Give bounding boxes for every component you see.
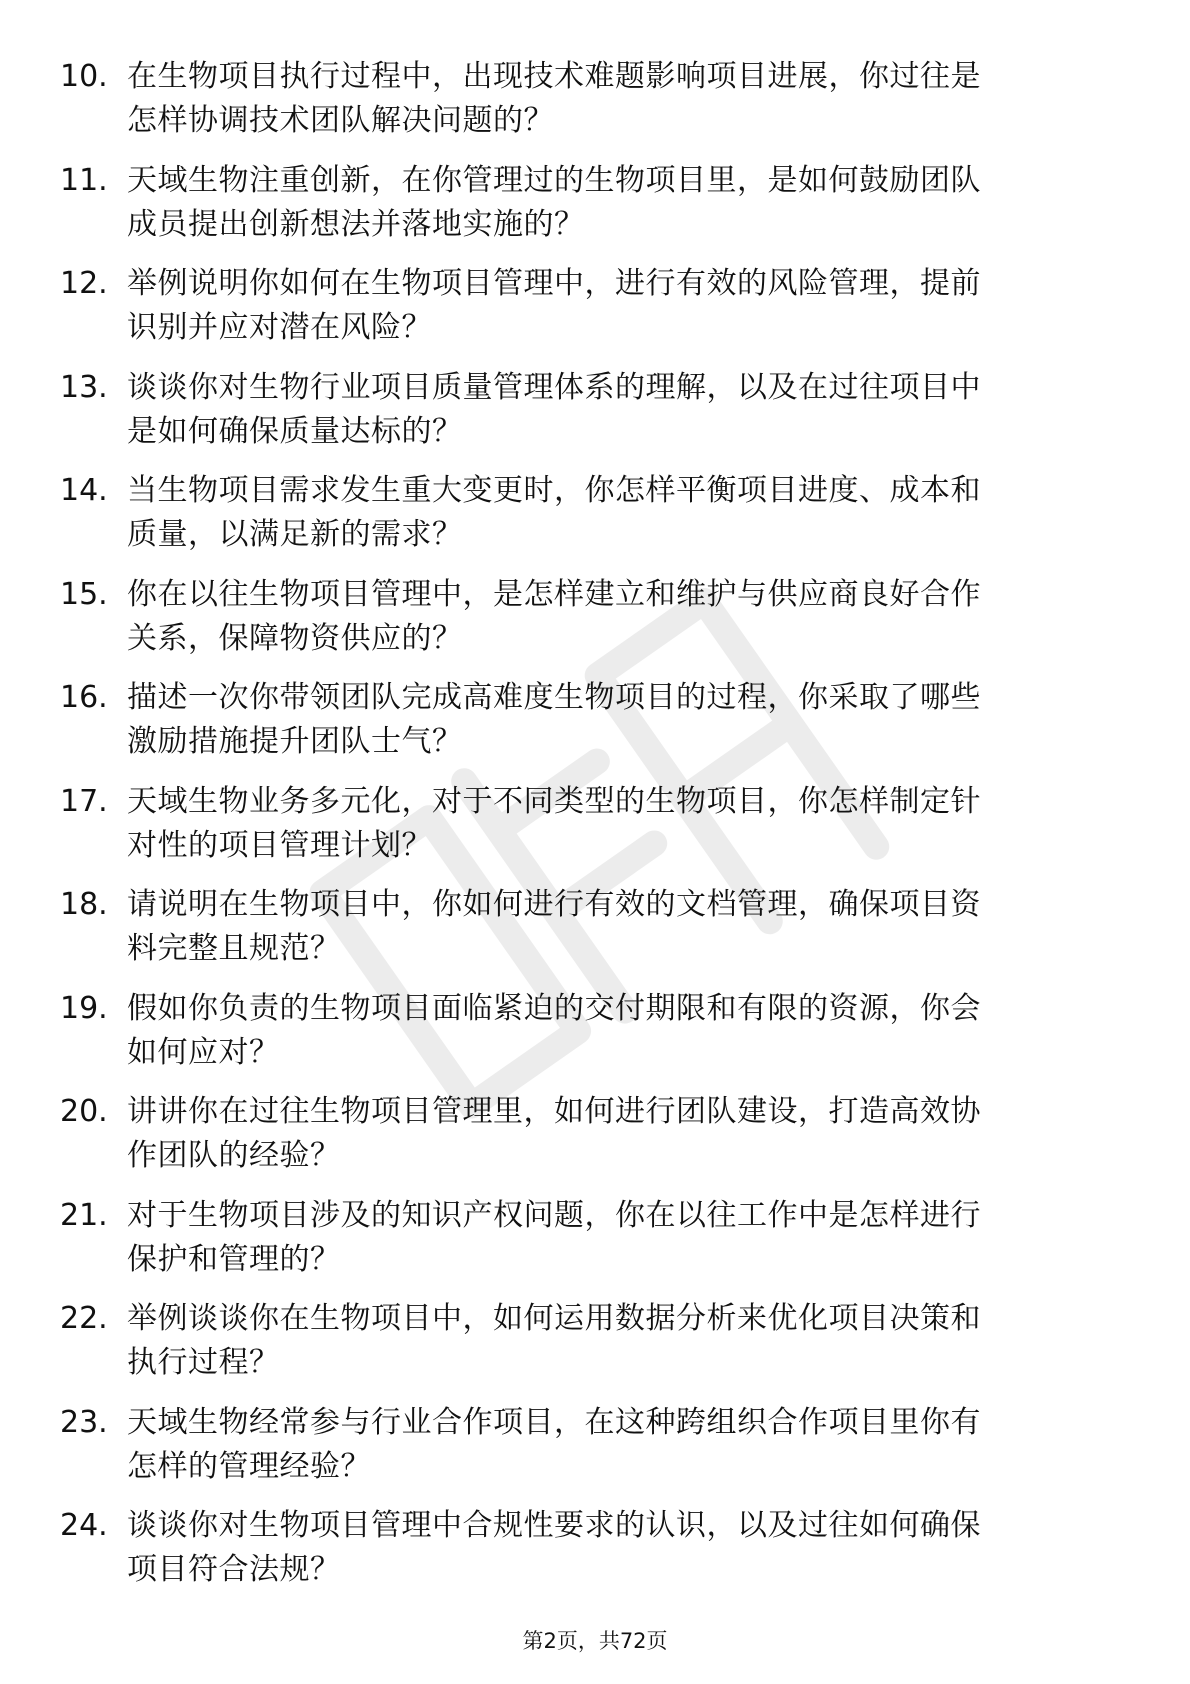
question-text (127, 1297, 1127, 1385)
question-item (60, 464, 1130, 568)
question-item (60, 1085, 1130, 1189)
question-text (127, 1090, 1127, 1178)
question-text-line: 质量，以满足新的需求？ (127, 517, 463, 552)
question-number: 16. (60, 680, 108, 715)
question-text-line: 谈谈你对生物行业项目质量管理体系的理解，以及在过往项目中 (127, 369, 981, 405)
question-text-line: 请说明在生物项目中，你如何进行有效的文档管理，确保项目资 (127, 887, 981, 922)
question-item (60, 1396, 1130, 1500)
question-text (127, 1504, 1127, 1592)
question-number: 19. (60, 990, 108, 1026)
question-text (127, 676, 1127, 764)
question-text-line: 激励措施提升团队士气？ (127, 724, 463, 759)
question-text-line: 项目符合法规？ (127, 1552, 341, 1587)
question-item (60, 568, 1130, 672)
question-text (127, 469, 1127, 557)
question-text-line: 关系，保障物资供应的？ (127, 620, 463, 656)
question-item (60, 982, 1130, 1086)
question-text-line: 天域生物经常参与行业合作项目，在这种跨组织合作项目里你有 (127, 1404, 981, 1440)
question-text-line: 当生物项目需求发生重大变更时，你怎样平衡项目进度、成本和 (127, 473, 981, 508)
question-text-line: 如何应对？ (127, 1034, 280, 1070)
question-item (60, 1189, 1130, 1293)
question-number: 20. (60, 1094, 108, 1129)
question-text-line: 怎样的管理经验？ (127, 1448, 371, 1484)
question-number: 18. (60, 887, 108, 922)
question-text (127, 573, 1127, 661)
question-text (127, 883, 1127, 971)
question-text-line: 讲讲你在过往生物项目管理里，如何进行团队建设，打造高效协 (127, 1094, 981, 1129)
question-text-line: 假如你负责的生物项目面临紧迫的交付期限和有限的资源，你会 (127, 990, 981, 1026)
question-item (60, 154, 1130, 258)
question-text-line: 执行过程？ (127, 1345, 280, 1380)
question-text-line: 料完整且规范？ (127, 931, 341, 966)
question-text-line: 在生物项目执行过程中，出现技术难题影响项目进展，你过往是 (127, 59, 981, 94)
question-text-line: 你在以往生物项目管理中，是怎样建立和维护与供应商良好合作 (127, 576, 981, 612)
question-number: 11. (60, 162, 108, 198)
question-text-line: 举例说明你如何在生物项目管理中，进行有效的风险管理，提前 (127, 266, 981, 301)
question-item (60, 775, 1130, 879)
question-item (60, 257, 1130, 361)
question-text-line: 是如何确保质量达标的？ (127, 413, 463, 449)
question-text (127, 987, 1127, 1075)
question-text-line: 识别并应对潜在风险？ (127, 310, 432, 345)
question-text-line: 天域生物业务多元化，对于不同类型的生物项目，你怎样制定针 (127, 783, 981, 819)
question-text (127, 159, 1127, 247)
question-number: 21. (60, 1197, 108, 1233)
page-footer: 第2页，共72页 (522, 1629, 668, 1653)
question-number: 12. (60, 266, 108, 301)
question-item (60, 671, 1130, 775)
question-text-line: 举例谈谈你在生物项目中，如何运用数据分析来优化项目决策和 (127, 1301, 981, 1336)
question-item (60, 1499, 1130, 1603)
question-text (127, 55, 1127, 143)
question-text-line: 成员提出创新想法并落地实施的？ (127, 206, 585, 242)
question-text-line: 天域生物注重创新，在你管理过的生物项目里，是如何鼓励团队 (127, 162, 981, 198)
question-number: 14. (60, 473, 108, 508)
question-text (127, 262, 1127, 350)
question-number: 22. (60, 1301, 108, 1336)
question-text-line: 谈谈你对生物项目管理中合规性要求的认识，以及过往如何确保 (127, 1508, 981, 1543)
question-text-line: 作团队的经验？ (127, 1138, 341, 1173)
question-text (127, 780, 1127, 868)
question-text-line: 保护和管理的？ (127, 1241, 341, 1277)
question-text-line: 描述一次你带领团队完成高难度生物项目的过程，你采取了哪些 (127, 680, 981, 715)
question-number: 23. (60, 1404, 108, 1440)
question-item (60, 361, 1130, 465)
question-number: 15. (60, 576, 108, 612)
question-number: 13. (60, 369, 108, 405)
question-item (60, 1292, 1130, 1396)
question-item (60, 50, 1130, 154)
question-number: 10. (60, 59, 108, 94)
question-text-line: 怎样协调技术团队解决问题的？ (127, 103, 554, 138)
question-list (60, 50, 1130, 1603)
question-text (127, 1194, 1127, 1282)
question-text-line: 对性的项目管理计划？ (127, 827, 432, 863)
question-number: 24. (60, 1508, 108, 1543)
question-number: 17. (60, 783, 108, 819)
question-item (60, 878, 1130, 982)
question-text (127, 1401, 1127, 1489)
question-text-line: 对于生物项目涉及的知识产权问题，你在以往工作中是怎样进行 (127, 1197, 981, 1233)
question-text (127, 366, 1127, 454)
